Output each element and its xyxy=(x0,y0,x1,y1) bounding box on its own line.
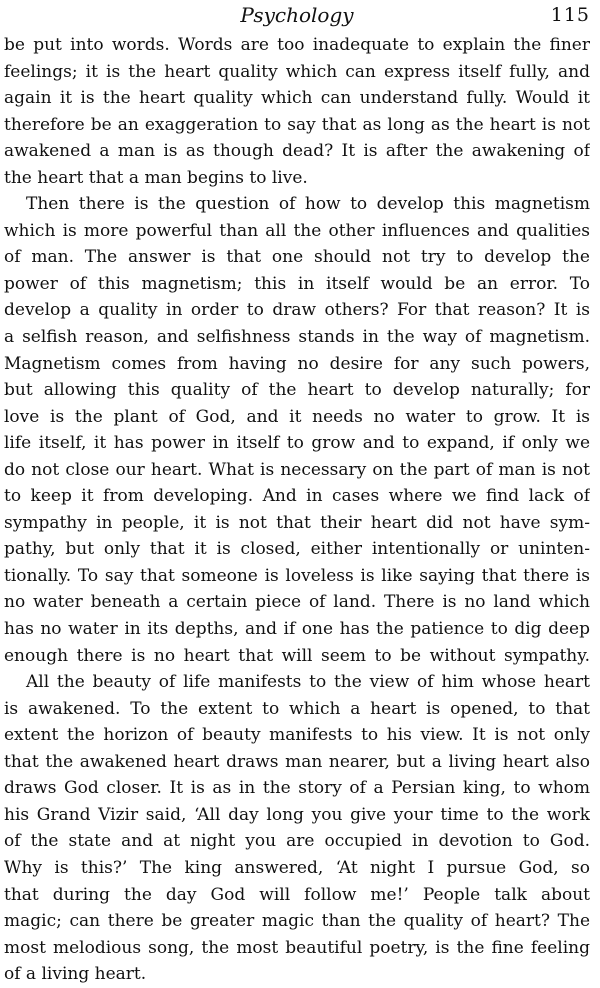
text-line: therefore be an exaggeration to say that as long as the heart is not xyxy=(4,114,590,135)
text-line: Why is this?’ The king answered, ‘At night I pursue God, so xyxy=(4,857,590,878)
text-line: feelings; it is the heart quality which can express itself fully, and xyxy=(4,61,590,82)
body-text xyxy=(4,32,590,988)
text-line: do not close our heart. What is necessary on the part of man is not xyxy=(4,459,590,480)
text-line: Magnetism comes from having no desire for any such powers, xyxy=(4,353,590,374)
text-line: power of this magnetism; this in itself would be an error. To xyxy=(4,273,590,294)
text-line: most melodious song, the most beautiful poetry, is the fine feeling xyxy=(4,937,590,958)
text-line: is awakened. To the extent to which a heart is opened, to that xyxy=(4,698,590,719)
paragraph-end-line: the heart that a man begins to live. xyxy=(4,167,308,188)
text-line: sympathy in people, it is not that their heart did not have sym- xyxy=(4,512,590,533)
text-line: but allowing this quality of the heart to develop naturally; for xyxy=(4,380,590,401)
text-line: has no water in its depths, and if one has the patience to dig deep xyxy=(4,619,590,640)
text-line: that during the day God will follow me!’ People talk about xyxy=(4,884,590,905)
text-line: pathy, but only that it is closed, either intentionally or uninten- xyxy=(4,539,590,560)
page-number: 115 xyxy=(550,4,590,26)
paragraph-start-line: Then there is the question of how to develop this magnetism xyxy=(26,194,590,215)
text-line: again it is the heart quality which can understand fully. Would it xyxy=(4,88,590,109)
text-line: of the state and at night you are occupied in devotion to God. xyxy=(4,831,590,852)
text-line: be put into words. Words are too inadequate to explain the finer xyxy=(4,35,590,55)
text-line: tionally. To say that someone is loveless is like saying that there is xyxy=(4,565,590,586)
text-line: develop a quality in order to draw others? For that reason? It is xyxy=(4,300,590,321)
chapter-title: Psychology xyxy=(240,3,354,27)
text-line: which is more powerful than all the other influences and qualities xyxy=(4,220,590,241)
text-line: magic; can there be greater magic than the quality of heart? The xyxy=(4,911,590,932)
text-line: his Grand Vizir said, ‘All day long you give your time to the work xyxy=(4,804,590,825)
text-line: draws God closer. It is as in the story of a Persian king, to whom xyxy=(4,778,590,799)
text-line: that the awakened heart draws man nearer, but a living heart also xyxy=(4,751,590,772)
text-line: awakened a man is as though dead? It is after the awakening of xyxy=(4,141,590,162)
text-line: of man. The answer is that one should not try to develop the xyxy=(4,247,590,268)
text-line: to keep it from developing. And in cases where we find lack of xyxy=(4,486,590,507)
text-line: love is the plant of God, and it needs no water to grow. It is xyxy=(4,406,590,427)
paragraph-end-line: of a living heart. xyxy=(4,964,147,985)
paragraph-start-line: All the beauty of life manifests to the view of him whose heart xyxy=(26,672,590,693)
text-line: a selfish reason, and selfishness stands in the way of magnetism. xyxy=(4,327,590,348)
text-line: no water beneath a certain piece of land. There is no land which xyxy=(4,592,590,613)
text-line: life itself, it has power in itself to grow and to expand, if only we xyxy=(4,433,590,454)
text-line: extent the horizon of beauty manifests to his view. It is not only xyxy=(4,725,590,746)
running-head xyxy=(4,0,590,30)
text-line: enough there is no heart that will seem to be without sympathy. xyxy=(4,645,590,666)
